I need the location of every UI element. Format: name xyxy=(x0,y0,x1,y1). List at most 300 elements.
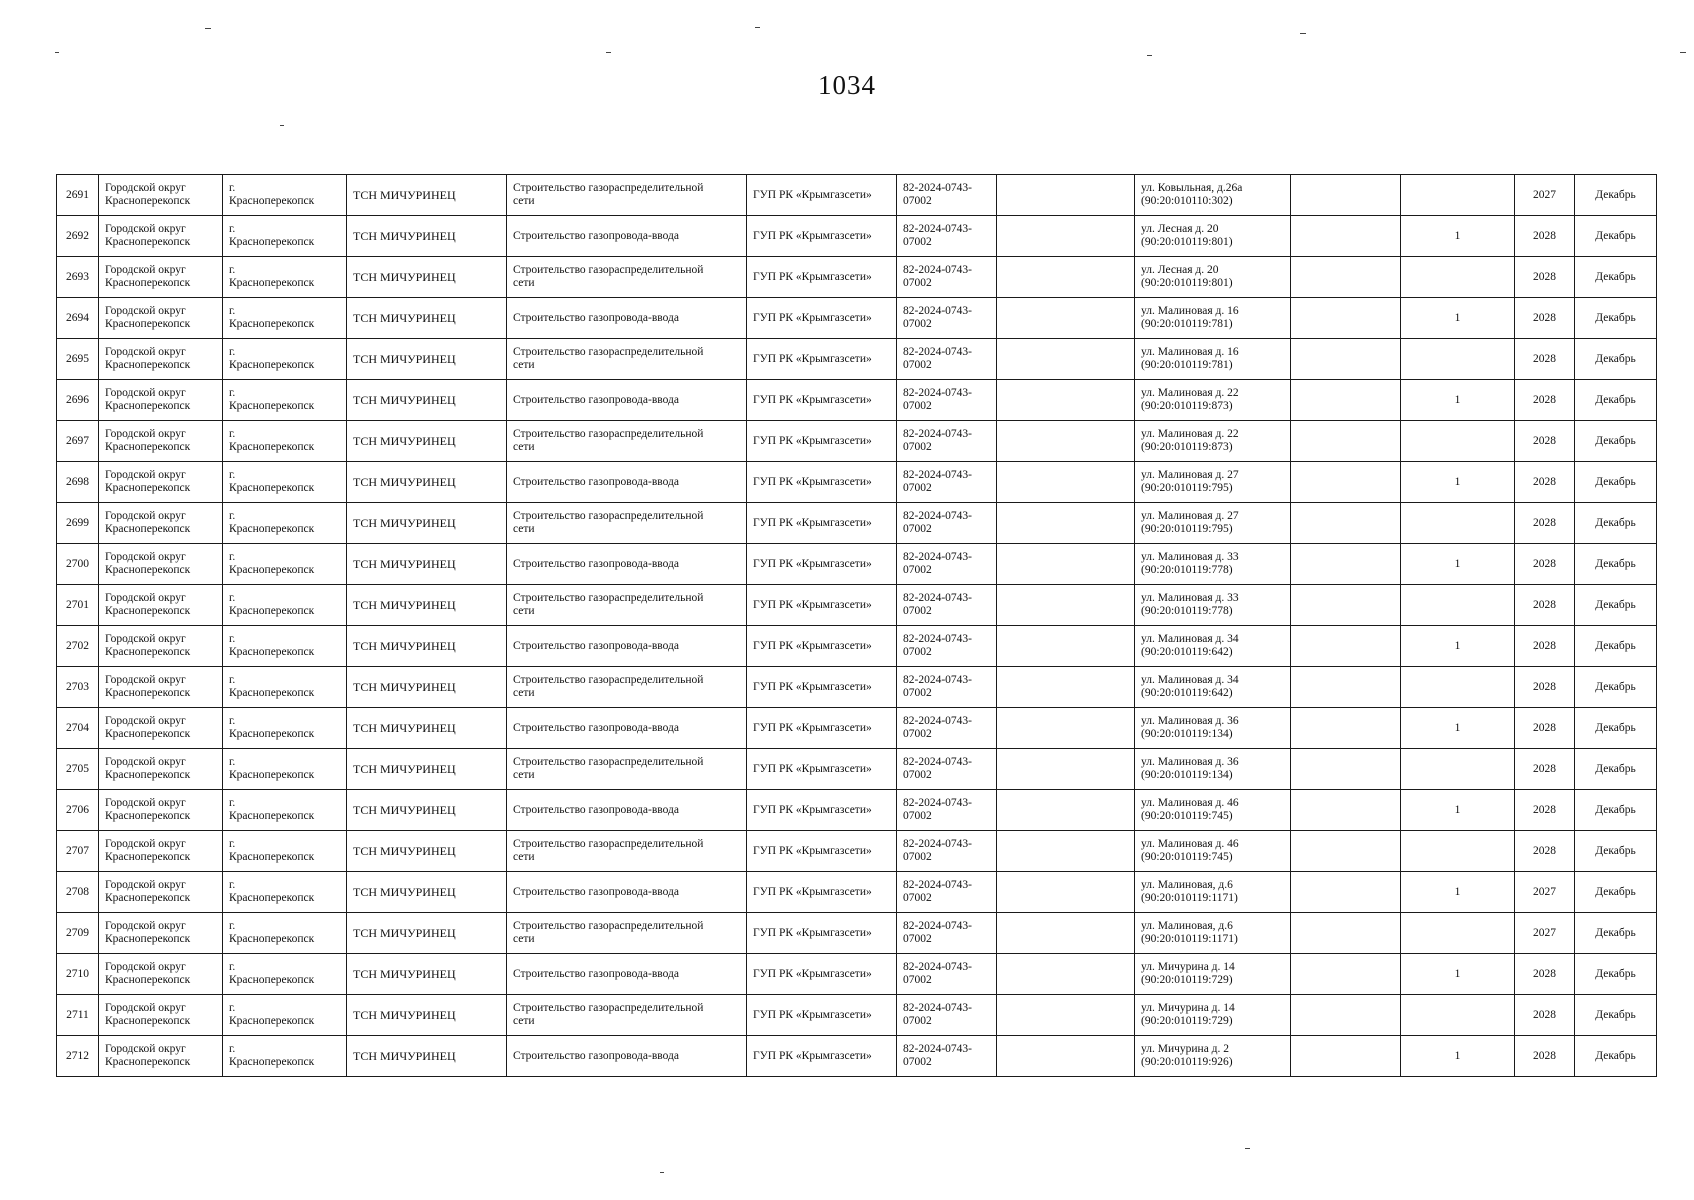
address-cell xyxy=(1135,380,1291,421)
organization-cell: ТСН МИЧУРИНЕЦ xyxy=(347,749,507,790)
address-line: (90:20:010119:795) xyxy=(1141,523,1233,535)
address-line: ул. Малиновая д. 46 xyxy=(1141,797,1239,809)
program-code-line: 82-2024-0743- xyxy=(903,961,972,973)
work-type-cell xyxy=(507,790,747,831)
program-code-line: 07002 xyxy=(903,974,932,986)
settlement-line: г. xyxy=(229,1043,236,1055)
settlement-line: Красноперекопск xyxy=(229,974,315,986)
district-line: Городской округ xyxy=(105,838,186,850)
settlement-line: г. xyxy=(229,797,236,809)
organization-cell: ТСН МИЧУРИНЕЦ xyxy=(347,257,507,298)
row-number-cell: 2704 xyxy=(57,708,99,749)
settlement-cell xyxy=(223,626,347,667)
operator-cell: ГУП РК «Крымгазсети» xyxy=(747,913,897,954)
organization-cell: ТСН МИЧУРИНЕЦ xyxy=(347,954,507,995)
month-cell: Декабрь xyxy=(1575,1036,1657,1077)
empty-cell xyxy=(1291,380,1401,421)
quantity-cell xyxy=(1401,421,1515,462)
address-line: ул. Малиновая, д.6 xyxy=(1141,920,1233,932)
district-cell xyxy=(99,995,223,1036)
settlement-line: г. xyxy=(229,428,236,440)
address-line: ул. Малиновая д. 33 xyxy=(1141,592,1239,604)
district-cell xyxy=(99,626,223,667)
work-type-line: Строительство газопровода-ввода xyxy=(513,721,679,734)
row-number-cell: 2696 xyxy=(57,380,99,421)
settlement-cell xyxy=(223,831,347,872)
program-code-cell xyxy=(897,831,997,872)
district-line: Городской округ xyxy=(105,551,186,563)
address-line: (90:20:010119:781) xyxy=(1141,359,1233,371)
month-cell: Декабрь xyxy=(1575,831,1657,872)
program-code-cell xyxy=(897,1036,997,1077)
organization-cell: ТСН МИЧУРИНЕЦ xyxy=(347,216,507,257)
month-cell: Декабрь xyxy=(1575,708,1657,749)
empty-cell xyxy=(1291,667,1401,708)
table-row xyxy=(57,462,1657,503)
row-number-cell: 2712 xyxy=(57,1036,99,1077)
address-line: ул. Мичурина д. 14 xyxy=(1141,961,1235,973)
settlement-cell xyxy=(223,585,347,626)
settlement-line: Красноперекопск xyxy=(229,810,315,822)
address-line: ул. Малиновая д. 27 xyxy=(1141,510,1239,522)
settlement-line: Красноперекопск xyxy=(229,933,315,945)
empty-cell xyxy=(997,667,1135,708)
district-line: Городской округ xyxy=(105,1043,186,1055)
year-cell: 2028 xyxy=(1515,421,1575,462)
program-code-line: 07002 xyxy=(903,605,932,617)
address-line: ул. Лесная д. 20 xyxy=(1141,264,1219,276)
quantity-cell: 1 xyxy=(1401,462,1515,503)
program-code-cell xyxy=(897,872,997,913)
operator-cell: ГУП РК «Крымгазсети» xyxy=(747,421,897,462)
empty-cell xyxy=(1291,749,1401,790)
table-row xyxy=(57,216,1657,257)
address-cell xyxy=(1135,298,1291,339)
address-cell xyxy=(1135,667,1291,708)
address-line: (90:20:010119:729) xyxy=(1141,974,1233,986)
settlement-line: Красноперекопск xyxy=(229,728,315,740)
empty-cell xyxy=(1291,257,1401,298)
address-cell xyxy=(1135,216,1291,257)
operator-cell: ГУП РК «Крымгазсети» xyxy=(747,831,897,872)
table-row xyxy=(57,954,1657,995)
empty-cell xyxy=(1291,175,1401,216)
address-cell xyxy=(1135,790,1291,831)
district-cell xyxy=(99,667,223,708)
work-type-line: Строительство газопровода-ввода xyxy=(513,557,679,570)
empty-cell xyxy=(997,913,1135,954)
organization-cell: ТСН МИЧУРИНЕЦ xyxy=(347,421,507,462)
row-number-cell: 2708 xyxy=(57,872,99,913)
district-cell xyxy=(99,175,223,216)
program-code-line: 82-2024-0743- xyxy=(903,756,972,768)
work-type-line: Строительство газопровода-ввода xyxy=(513,475,679,488)
district-line: Городской округ xyxy=(105,633,186,645)
settlement-cell xyxy=(223,421,347,462)
month-cell: Декабрь xyxy=(1575,872,1657,913)
address-cell xyxy=(1135,1036,1291,1077)
operator-cell: ГУП РК «Крымгазсети» xyxy=(747,954,897,995)
address-line: ул. Малиновая д. 27 xyxy=(1141,469,1239,481)
month-cell: Декабрь xyxy=(1575,462,1657,503)
program-code-line: 07002 xyxy=(903,933,932,945)
work-type-cell xyxy=(507,339,747,380)
settlement-cell xyxy=(223,462,347,503)
table-row xyxy=(57,585,1657,626)
work-type-line: Строительство газораспределительной xyxy=(513,264,704,276)
year-cell: 2027 xyxy=(1515,872,1575,913)
program-code-line: 07002 xyxy=(903,236,932,248)
table-row xyxy=(57,790,1657,831)
program-code-line: 07002 xyxy=(903,564,932,576)
empty-cell xyxy=(1291,913,1401,954)
address-line: ул. Малиновая, д.6 xyxy=(1141,879,1233,891)
year-cell: 2028 xyxy=(1515,831,1575,872)
empty-cell xyxy=(997,421,1135,462)
work-type-line: Строительство газопровода-ввода xyxy=(513,803,679,816)
district-cell xyxy=(99,257,223,298)
address-line: (90:20:010119:729) xyxy=(1141,1015,1233,1027)
settlement-line: Красноперекопск xyxy=(229,482,315,494)
program-code-line: 82-2024-0743- xyxy=(903,551,972,563)
program-code-line: 82-2024-0743- xyxy=(903,838,972,850)
settlement-line: г. xyxy=(229,346,236,358)
program-code-cell xyxy=(897,216,997,257)
district-line: Красноперекопск xyxy=(105,359,191,371)
program-code-cell xyxy=(897,462,997,503)
program-code-line: 07002 xyxy=(903,646,932,658)
work-type-cell xyxy=(507,626,747,667)
address-line: (90:20:010119:642) xyxy=(1141,646,1233,658)
district-line: Красноперекопск xyxy=(105,236,191,248)
address-line: (90:20:010119:745) xyxy=(1141,810,1233,822)
address-line: (90:20:010119:134) xyxy=(1141,769,1233,781)
address-line: (90:20:010119:926) xyxy=(1141,1056,1233,1068)
row-number-cell: 2692 xyxy=(57,216,99,257)
month-cell: Декабрь xyxy=(1575,954,1657,995)
address-cell xyxy=(1135,831,1291,872)
quantity-cell xyxy=(1401,257,1515,298)
settlement-cell xyxy=(223,339,347,380)
settlement-line: г. xyxy=(229,633,236,645)
district-line: Красноперекопск xyxy=(105,441,191,453)
settlement-line: Красноперекопск xyxy=(229,564,315,576)
address-cell xyxy=(1135,503,1291,544)
settlement-line: г. xyxy=(229,387,236,399)
program-code-cell xyxy=(897,503,997,544)
program-code-line: 82-2024-0743- xyxy=(903,469,972,481)
address-cell xyxy=(1135,585,1291,626)
work-type-line: сети xyxy=(513,769,535,781)
table-row xyxy=(57,749,1657,790)
operator-cell: ГУП РК «Крымгазсети» xyxy=(747,626,897,667)
empty-cell xyxy=(1291,544,1401,585)
year-cell: 2028 xyxy=(1515,544,1575,585)
work-type-line: сети xyxy=(513,359,535,371)
organization-cell: ТСН МИЧУРИНЕЦ xyxy=(347,380,507,421)
settlement-line: Красноперекопск xyxy=(229,441,315,453)
work-type-cell xyxy=(507,421,747,462)
row-number-cell: 2702 xyxy=(57,626,99,667)
district-line: Красноперекопск xyxy=(105,318,191,330)
row-number-cell: 2699 xyxy=(57,503,99,544)
district-cell xyxy=(99,339,223,380)
empty-cell xyxy=(997,831,1135,872)
program-code-cell xyxy=(897,626,997,667)
program-code-cell xyxy=(897,257,997,298)
row-number-cell: 2711 xyxy=(57,995,99,1036)
month-cell: Декабрь xyxy=(1575,216,1657,257)
program-code-line: 07002 xyxy=(903,482,932,494)
address-cell xyxy=(1135,708,1291,749)
settlement-line: Красноперекопск xyxy=(229,687,315,699)
program-code-cell xyxy=(897,954,997,995)
district-line: Городской округ xyxy=(105,715,186,727)
address-line: ул. Лесная д. 20 xyxy=(1141,223,1219,235)
operator-cell: ГУП РК «Крымгазсети» xyxy=(747,667,897,708)
row-number-cell: 2706 xyxy=(57,790,99,831)
district-line: Городской округ xyxy=(105,797,186,809)
organization-cell: ТСН МИЧУРИНЕЦ xyxy=(347,462,507,503)
empty-cell xyxy=(997,626,1135,667)
settlement-cell xyxy=(223,749,347,790)
row-number-cell: 2694 xyxy=(57,298,99,339)
table-row xyxy=(57,831,1657,872)
district-cell xyxy=(99,298,223,339)
settlement-cell xyxy=(223,708,347,749)
program-code-line: 82-2024-0743- xyxy=(903,223,972,235)
address-line: ул. Малиновая д. 34 xyxy=(1141,633,1239,645)
quantity-cell: 1 xyxy=(1401,790,1515,831)
empty-cell xyxy=(1291,421,1401,462)
month-cell: Декабрь xyxy=(1575,913,1657,954)
table-row xyxy=(57,257,1657,298)
row-number-cell: 2693 xyxy=(57,257,99,298)
organization-cell: ТСН МИЧУРИНЕЦ xyxy=(347,585,507,626)
settlement-line: Красноперекопск xyxy=(229,523,315,535)
district-line: Городской округ xyxy=(105,223,186,235)
row-number-cell: 2701 xyxy=(57,585,99,626)
district-line: Городской округ xyxy=(105,510,186,522)
settlement-cell xyxy=(223,872,347,913)
empty-cell xyxy=(997,872,1135,913)
address-cell xyxy=(1135,995,1291,1036)
table-row xyxy=(57,667,1657,708)
operator-cell: ГУП РК «Крымгазсети» xyxy=(747,708,897,749)
district-cell xyxy=(99,585,223,626)
quantity-cell: 1 xyxy=(1401,544,1515,585)
program-code-line: 07002 xyxy=(903,1015,932,1027)
empty-cell xyxy=(1291,1036,1401,1077)
settlement-line: Красноперекопск xyxy=(229,277,315,289)
work-type-cell xyxy=(507,749,747,790)
district-line: Красноперекопск xyxy=(105,277,191,289)
district-cell xyxy=(99,790,223,831)
empty-cell xyxy=(997,175,1135,216)
operator-cell: ГУП РК «Крымгазсети» xyxy=(747,175,897,216)
empty-cell xyxy=(997,298,1135,339)
quantity-cell xyxy=(1401,995,1515,1036)
district-line: Городской округ xyxy=(105,469,186,481)
address-line: (90:20:010119:642) xyxy=(1141,687,1233,699)
program-code-line: 07002 xyxy=(903,810,932,822)
settlement-cell xyxy=(223,257,347,298)
organization-cell: ТСН МИЧУРИНЕЦ xyxy=(347,708,507,749)
work-type-line: Строительство газораспределительной xyxy=(513,674,704,686)
address-line: ул. Малиновая д. 22 xyxy=(1141,387,1239,399)
year-cell: 2028 xyxy=(1515,503,1575,544)
district-line: Красноперекопск xyxy=(105,646,191,658)
settlement-line: Красноперекопск xyxy=(229,359,315,371)
table-row xyxy=(57,708,1657,749)
year-cell: 2028 xyxy=(1515,626,1575,667)
empty-cell xyxy=(997,462,1135,503)
district-line: Городской округ xyxy=(105,1002,186,1014)
work-type-cell xyxy=(507,872,747,913)
settlement-line: г. xyxy=(229,920,236,932)
district-line: Красноперекопск xyxy=(105,564,191,576)
address-cell xyxy=(1135,175,1291,216)
address-line: ул. Ковыльная, д.26а xyxy=(1141,182,1243,194)
program-code-cell xyxy=(897,175,997,216)
work-type-cell xyxy=(507,831,747,872)
month-cell: Декабрь xyxy=(1575,544,1657,585)
program-code-line: 07002 xyxy=(903,687,932,699)
operator-cell: ГУП РК «Крымгазсети» xyxy=(747,995,897,1036)
settlement-line: г. xyxy=(229,223,236,235)
work-type-line: сети xyxy=(513,195,535,207)
district-line: Городской округ xyxy=(105,428,186,440)
empty-cell xyxy=(1291,626,1401,667)
empty-cell xyxy=(1291,872,1401,913)
settlement-line: г. xyxy=(229,182,236,194)
district-line: Красноперекопск xyxy=(105,974,191,986)
program-code-cell xyxy=(897,339,997,380)
year-cell: 2028 xyxy=(1515,954,1575,995)
district-line: Городской округ xyxy=(105,961,186,973)
address-line: ул. Малиновая д. 16 xyxy=(1141,305,1239,317)
program-code-line: 82-2024-0743- xyxy=(903,387,972,399)
operator-cell: ГУП РК «Крымгазсети» xyxy=(747,544,897,585)
address-cell xyxy=(1135,913,1291,954)
month-cell: Декабрь xyxy=(1575,749,1657,790)
settlement-cell xyxy=(223,954,347,995)
settlement-line: г. xyxy=(229,264,236,276)
settlement-line: Красноперекопск xyxy=(229,1056,315,1068)
address-line: ул. Малиновая д. 46 xyxy=(1141,838,1239,850)
row-number-cell: 2709 xyxy=(57,913,99,954)
month-cell: Декабрь xyxy=(1575,790,1657,831)
organization-cell: ТСН МИЧУРИНЕЦ xyxy=(347,831,507,872)
work-type-line: Строительство газораспределительной xyxy=(513,428,704,440)
row-number-cell: 2705 xyxy=(57,749,99,790)
empty-cell xyxy=(997,585,1135,626)
program-code-line: 07002 xyxy=(903,1056,932,1068)
district-line: Городской округ xyxy=(105,674,186,686)
work-type-line: Строительство газораспределительной xyxy=(513,1002,704,1014)
empty-cell xyxy=(1291,995,1401,1036)
work-type-line: Строительство газопровода-ввода xyxy=(513,639,679,652)
empty-cell xyxy=(997,1036,1135,1077)
operator-cell: ГУП РК «Крымгазсети» xyxy=(747,1036,897,1077)
empty-cell xyxy=(1291,708,1401,749)
quantity-cell: 1 xyxy=(1401,298,1515,339)
district-line: Красноперекопск xyxy=(105,933,191,945)
address-line: (90:20:010119:781) xyxy=(1141,318,1233,330)
quantity-cell xyxy=(1401,503,1515,544)
program-code-line: 82-2024-0743- xyxy=(903,715,972,727)
settlement-line: Красноперекопск xyxy=(229,400,315,412)
work-type-cell xyxy=(507,995,747,1036)
work-type-cell xyxy=(507,175,747,216)
year-cell: 2027 xyxy=(1515,175,1575,216)
empty-cell xyxy=(997,995,1135,1036)
work-type-line: Строительство газораспределительной xyxy=(513,510,704,522)
settlement-cell xyxy=(223,1036,347,1077)
program-code-line: 82-2024-0743- xyxy=(903,428,972,440)
district-line: Красноперекопск xyxy=(105,400,191,412)
settlement-cell xyxy=(223,380,347,421)
empty-cell xyxy=(997,790,1135,831)
row-number-cell: 2698 xyxy=(57,462,99,503)
operator-cell: ГУП РК «Крымгазсети» xyxy=(747,790,897,831)
row-number-cell: 2697 xyxy=(57,421,99,462)
table-row xyxy=(57,421,1657,462)
program-code-cell xyxy=(897,380,997,421)
table-row xyxy=(57,503,1657,544)
year-cell: 2028 xyxy=(1515,995,1575,1036)
work-type-line: Строительство газораспределительной xyxy=(513,182,704,194)
district-cell xyxy=(99,503,223,544)
program-code-line: 07002 xyxy=(903,400,932,412)
settlement-cell xyxy=(223,667,347,708)
address-line: ул. Малиновая д. 34 xyxy=(1141,674,1239,686)
district-line: Красноперекопск xyxy=(105,892,191,904)
table-row xyxy=(57,872,1657,913)
year-cell: 2028 xyxy=(1515,749,1575,790)
program-code-line: 82-2024-0743- xyxy=(903,305,972,317)
year-cell: 2028 xyxy=(1515,216,1575,257)
district-line: Красноперекопск xyxy=(105,687,191,699)
organization-cell: ТСН МИЧУРИНЕЦ xyxy=(347,626,507,667)
work-type-cell xyxy=(507,708,747,749)
year-cell: 2028 xyxy=(1515,790,1575,831)
settlement-line: Красноперекопск xyxy=(229,318,315,330)
work-type-line: сети xyxy=(513,933,535,945)
work-type-line: Строительство газопровода-ввода xyxy=(513,885,679,898)
settlement-line: Красноперекопск xyxy=(229,892,315,904)
work-type-cell xyxy=(507,257,747,298)
empty-cell xyxy=(997,954,1135,995)
program-code-line: 82-2024-0743- xyxy=(903,592,972,604)
work-type-cell xyxy=(507,954,747,995)
address-line: (90:20:010119:873) xyxy=(1141,441,1233,453)
address-cell xyxy=(1135,257,1291,298)
work-type-line: сети xyxy=(513,851,535,863)
settlement-cell xyxy=(223,216,347,257)
program-code-line: 07002 xyxy=(903,318,932,330)
empty-cell xyxy=(1291,831,1401,872)
district-line: Красноперекопск xyxy=(105,195,191,207)
district-cell xyxy=(99,462,223,503)
quantity-cell xyxy=(1401,749,1515,790)
district-cell xyxy=(99,544,223,585)
address-cell xyxy=(1135,339,1291,380)
settlement-cell xyxy=(223,790,347,831)
work-type-cell xyxy=(507,913,747,954)
program-code-line: 82-2024-0743- xyxy=(903,797,972,809)
program-code-cell xyxy=(897,667,997,708)
